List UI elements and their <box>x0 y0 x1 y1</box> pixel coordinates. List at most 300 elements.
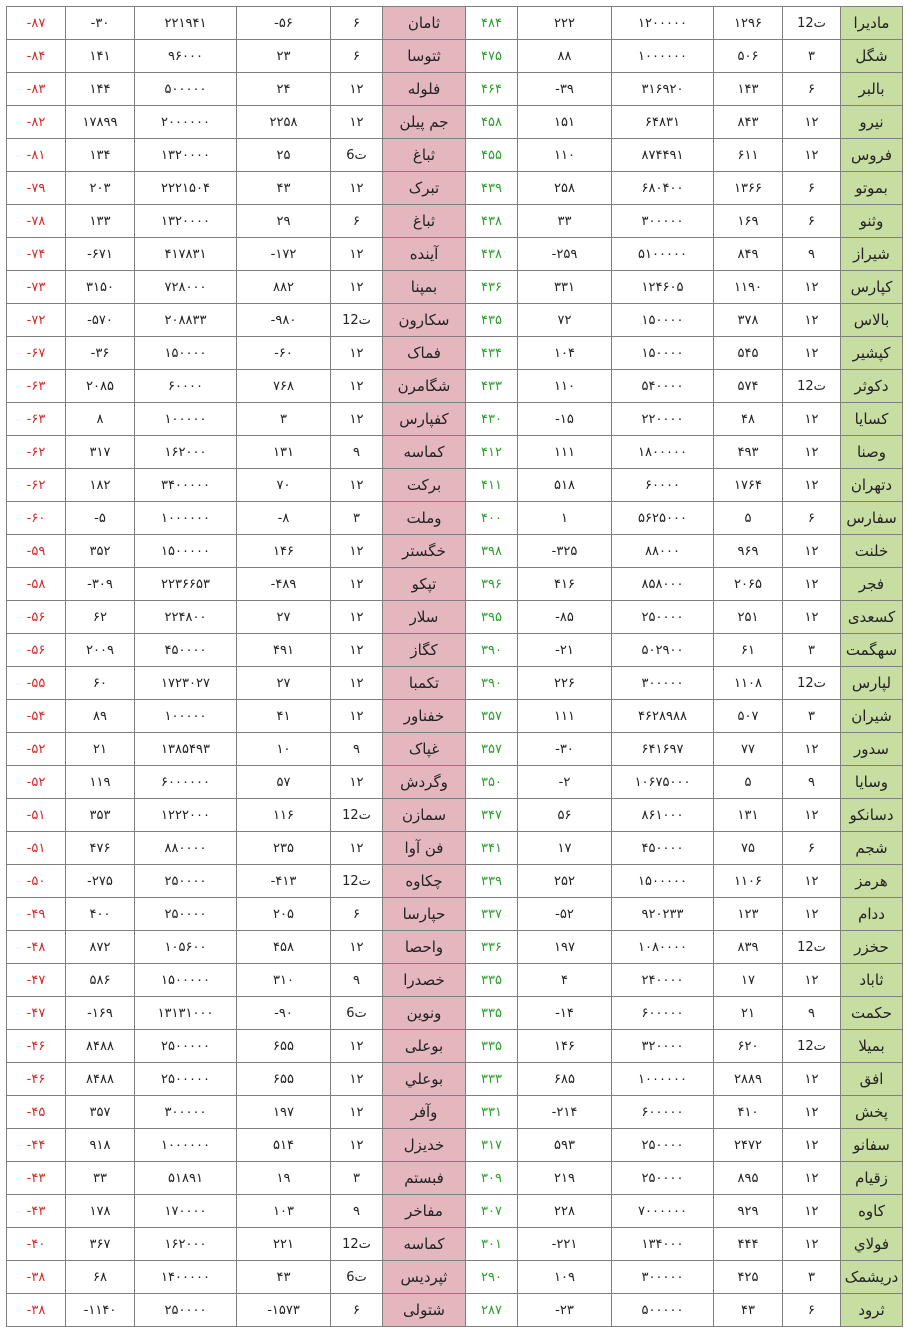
months-b-cell: ۳ <box>331 1162 383 1195</box>
name-b-cell: کفپارس <box>383 403 466 436</box>
name-a-cell: دسانکو <box>841 799 903 832</box>
name-a-cell: بمیلا <box>841 1030 903 1063</box>
months-b-cell: 6ت <box>331 997 383 1030</box>
months-a-cell: ۱۲ <box>783 964 841 997</box>
table-row <box>7 436 903 469</box>
table-row <box>7 865 903 898</box>
rank-cell: -۴۸ <box>7 931 66 964</box>
table-row <box>7 73 903 106</box>
amount-a-cell: ۲۰۶۵ <box>714 568 783 601</box>
rank-cell: -۴۶ <box>7 1063 66 1096</box>
table-row <box>7 667 903 700</box>
price-a-cell: ۱۵۰۰۰۰۰ <box>612 865 714 898</box>
score-cell: ۳۱۷ <box>466 1129 518 1162</box>
table-row <box>7 1228 903 1261</box>
score-cell: ۳۳۷ <box>466 898 518 931</box>
months-b-cell: ۱۲ <box>331 700 383 733</box>
score-cell: ۴۳۰ <box>466 403 518 436</box>
price-a-cell: ۸۷۴۴۹۱ <box>612 139 714 172</box>
rank-cell: -۵۸ <box>7 568 66 601</box>
name-a-cell: خلنت <box>841 535 903 568</box>
amount-a-cell: ۱۷۶۴ <box>714 469 783 502</box>
name-a-cell: شگل <box>841 40 903 73</box>
name-a-cell: بالبر <box>841 73 903 106</box>
change-b-cell: ۷۰ <box>237 469 331 502</box>
name-a-cell: سفانو <box>841 1129 903 1162</box>
months-a-cell: ۳ <box>783 700 841 733</box>
table-body <box>7 7 903 1327</box>
amount-b-cell: ۱۵۰۰۰۰۰ <box>135 535 237 568</box>
rank-cell: -۷۳ <box>7 271 66 304</box>
name-b-cell: شگامرن <box>383 370 466 403</box>
score-cell: ۴۰۰ <box>466 502 518 535</box>
name-b-cell: شتولی <box>383 1294 466 1327</box>
price-b-cell: ۳۵۳ <box>66 799 135 832</box>
rank-cell: -۳۸ <box>7 1294 66 1327</box>
table-row <box>7 502 903 535</box>
amount-b-cell: ۲۵۰۰۰۰ <box>135 898 237 931</box>
table-row <box>7 205 903 238</box>
change-b-cell: ۱۹۷ <box>237 1096 331 1129</box>
amount-a-cell: ۷۷ <box>714 733 783 766</box>
change-b-cell: ۴۳ <box>237 1261 331 1294</box>
amount-a-cell: ۵۰۷ <box>714 700 783 733</box>
amount-a-cell: ۹۲۹ <box>714 1195 783 1228</box>
months-a-cell: ۱۲ <box>783 106 841 139</box>
months-b-cell: ۹ <box>331 436 383 469</box>
amount-b-cell: ۸۸۰۰۰۰ <box>135 832 237 865</box>
name-b-cell: جم پیلن <box>383 106 466 139</box>
price-b-cell: -۱۶۹ <box>66 997 135 1030</box>
price-a-cell: ۵۰۲۹۰۰ <box>612 634 714 667</box>
score-cell: ۳۵۰ <box>466 766 518 799</box>
change-a-cell: ۱۷ <box>518 832 612 865</box>
rank-cell: -۷۴ <box>7 238 66 271</box>
price-a-cell: ۱۰۸۰۰۰۰ <box>612 931 714 964</box>
months-a-cell: ۱۲ <box>783 337 841 370</box>
price-a-cell: ۱۰۰۰۰۰۰ <box>612 40 714 73</box>
score-cell: ۴۳۳ <box>466 370 518 403</box>
change-a-cell: -۳۲۵ <box>518 535 612 568</box>
price-b-cell: ۱۷۸۹۹ <box>66 106 135 139</box>
amount-b-cell: ۱۰۰۰۰۰۰ <box>135 1129 237 1162</box>
amount-a-cell: ۱۳۱ <box>714 799 783 832</box>
change-a-cell: -۲۵۹ <box>518 238 612 271</box>
change-b-cell: ۶۵۵ <box>237 1030 331 1063</box>
name-a-cell: ددام <box>841 898 903 931</box>
change-b-cell: ۴۱ <box>237 700 331 733</box>
table-row <box>7 403 903 436</box>
table-row <box>7 634 903 667</box>
months-a-cell: ۱۲ <box>783 601 841 634</box>
name-a-cell: دکوثر <box>841 370 903 403</box>
name-a-cell: فروس <box>841 139 903 172</box>
change-b-cell: -۴۸۹ <box>237 568 331 601</box>
price-b-cell: ۳۱۷ <box>66 436 135 469</box>
change-a-cell: ۵۹۳ <box>518 1129 612 1162</box>
months-a-cell: ۶ <box>783 1294 841 1327</box>
score-cell: ۲۹۰ <box>466 1261 518 1294</box>
price-b-cell: ۱۸۲ <box>66 469 135 502</box>
score-cell: ۳۴۷ <box>466 799 518 832</box>
amount-a-cell: ۴۹۳ <box>714 436 783 469</box>
rank-cell: -۴۴ <box>7 1129 66 1162</box>
price-a-cell: ۲۵۰۰۰۰ <box>612 1129 714 1162</box>
change-b-cell: ۴۹۱ <box>237 634 331 667</box>
months-a-cell: ۳ <box>783 634 841 667</box>
name-a-cell: شیراز <box>841 238 903 271</box>
months-b-cell: 6ت <box>331 139 383 172</box>
months-a-cell: ۱۲ <box>783 1096 841 1129</box>
name-a-cell: کسعدی <box>841 601 903 634</box>
name-a-cell: سفارس <box>841 502 903 535</box>
score-cell: ۴۸۴ <box>466 7 518 40</box>
price-a-cell: ۶۴۸۳۱ <box>612 106 714 139</box>
months-a-cell: ۶ <box>783 502 841 535</box>
amount-a-cell: ۵ <box>714 766 783 799</box>
score-cell: ۳۳۹ <box>466 865 518 898</box>
score-cell: ۳۳۵ <box>466 1030 518 1063</box>
price-b-cell: ۴۰۰ <box>66 898 135 931</box>
change-a-cell: ۲۵۲ <box>518 865 612 898</box>
amount-b-cell: ۲۲۴۸۰۰ <box>135 601 237 634</box>
amount-a-cell: ۵۰۶ <box>714 40 783 73</box>
change-b-cell: ۶۵۵ <box>237 1063 331 1096</box>
price-b-cell: ۶۸ <box>66 1261 135 1294</box>
rank-cell: -۵۱ <box>7 832 66 865</box>
name-b-cell: فماک <box>383 337 466 370</box>
name-a-cell: شیران <box>841 700 903 733</box>
table-row <box>7 601 903 634</box>
months-b-cell: ۱۲ <box>331 370 383 403</box>
name-b-cell: سلار <box>383 601 466 634</box>
name-b-cell: وملت <box>383 502 466 535</box>
amount-a-cell: ۶۲۰ <box>714 1030 783 1063</box>
months-b-cell: 12ت <box>331 304 383 337</box>
months-a-cell: ۱۲ <box>783 799 841 832</box>
price-a-cell: ۱۰۰۰۰۰۰ <box>612 1063 714 1096</box>
score-cell: ۳۳۵ <box>466 964 518 997</box>
price-b-cell: ۳۶۷ <box>66 1228 135 1261</box>
rank-cell: -۳۸ <box>7 1261 66 1294</box>
months-a-cell: ۱۲ <box>783 271 841 304</box>
amount-b-cell: ۱۳۲۰۰۰۰ <box>135 205 237 238</box>
price-a-cell: ۳۰۰۰۰۰ <box>612 205 714 238</box>
name-b-cell: کگاز <box>383 634 466 667</box>
name-b-cell: ثباغ <box>383 139 466 172</box>
price-a-cell: ۶۸۰۴۰۰ <box>612 172 714 205</box>
score-cell: ۳۳۶ <box>466 931 518 964</box>
amount-b-cell: ۴۵۰۰۰۰ <box>135 634 237 667</box>
change-a-cell: ۶۸۵ <box>518 1063 612 1096</box>
amount-a-cell: ۸۴۳ <box>714 106 783 139</box>
price-a-cell: ۶۰۰۰۰۰ <box>612 1096 714 1129</box>
table-row <box>7 1162 903 1195</box>
price-a-cell: ۵۰۰۰۰۰ <box>612 1294 714 1327</box>
change-a-cell: ۷۲ <box>518 304 612 337</box>
amount-b-cell: ۲۲۱۹۴۱ <box>135 7 237 40</box>
amount-b-cell: ۶۰۰۰۰۰۰ <box>135 766 237 799</box>
change-b-cell: ۳ <box>237 403 331 436</box>
months-b-cell: ۱۲ <box>331 667 383 700</box>
price-b-cell: ۳۳ <box>66 1162 135 1195</box>
score-cell: ۳۰۹ <box>466 1162 518 1195</box>
score-cell: ۳۳۱ <box>466 1096 518 1129</box>
score-cell: ۴۳۹ <box>466 172 518 205</box>
amount-a-cell: ۲۵۱ <box>714 601 783 634</box>
table-row <box>7 106 903 139</box>
months-b-cell: ۱۲ <box>331 931 383 964</box>
change-b-cell: ۲۰۵ <box>237 898 331 931</box>
amount-b-cell: ۵۰۰۰۰۰ <box>135 73 237 106</box>
price-a-cell: ۱۲۰۰۰۰۰ <box>612 7 714 40</box>
name-b-cell: خدیزل <box>383 1129 466 1162</box>
change-b-cell: -۱۵۷۳ <box>237 1294 331 1327</box>
price-a-cell: ۴۶۲۸۹۸۸ <box>612 700 714 733</box>
name-a-cell: افق <box>841 1063 903 1096</box>
table-row <box>7 733 903 766</box>
months-b-cell: ۱۲ <box>331 1063 383 1096</box>
score-cell: ۴۷۵ <box>466 40 518 73</box>
change-a-cell: -۲۱ <box>518 634 612 667</box>
months-b-cell: ۳ <box>331 502 383 535</box>
amount-b-cell: ۱۰۰۰۰۰ <box>135 700 237 733</box>
rank-cell: -۶۳ <box>7 403 66 436</box>
name-a-cell: حکمت <box>841 997 903 1030</box>
months-b-cell: ۱۲ <box>331 832 383 865</box>
table-row <box>7 271 903 304</box>
amount-b-cell: ۱۲۲۲۰۰۰ <box>135 799 237 832</box>
name-b-cell: خگستر <box>383 535 466 568</box>
name-a-cell: کسایا <box>841 403 903 436</box>
price-a-cell: ۲۲۰۰۰۰ <box>612 403 714 436</box>
price-b-cell: ۶۰ <box>66 667 135 700</box>
change-b-cell: ۲۵ <box>237 139 331 172</box>
months-b-cell: ۱۲ <box>331 73 383 106</box>
rank-cell: -۴۵ <box>7 1096 66 1129</box>
change-a-cell: ۱۹۷ <box>518 931 612 964</box>
name-b-cell: کماسه <box>383 1228 466 1261</box>
change-a-cell: ۴ <box>518 964 612 997</box>
price-b-cell: -۱۱۴۰ <box>66 1294 135 1327</box>
change-a-cell: ۳۳ <box>518 205 612 238</box>
price-a-cell: ۸۵۸۰۰۰ <box>612 568 714 601</box>
months-b-cell: ۱۲ <box>331 238 383 271</box>
name-b-cell: تپکو <box>383 568 466 601</box>
change-b-cell: -۱۷۲ <box>237 238 331 271</box>
table-row <box>7 40 903 73</box>
months-b-cell: ۹ <box>331 964 383 997</box>
rank-cell: -۶۲ <box>7 436 66 469</box>
amount-b-cell: ۶۰۰۰۰ <box>135 370 237 403</box>
name-a-cell: سدور <box>841 733 903 766</box>
amount-b-cell: ۱۶۲۰۰۰ <box>135 1228 237 1261</box>
amount-a-cell: ۴۸ <box>714 403 783 436</box>
amount-b-cell: ۱۷۲۳۰۲۷ <box>135 667 237 700</box>
name-a-cell: ثرود <box>841 1294 903 1327</box>
price-b-cell: ۵۸۶ <box>66 964 135 997</box>
table-row <box>7 832 903 865</box>
name-b-cell: مفاخر <box>383 1195 466 1228</box>
change-b-cell: ۲۷ <box>237 667 331 700</box>
change-a-cell: -۲۱۴ <box>518 1096 612 1129</box>
amount-a-cell: ۸۹۵ <box>714 1162 783 1195</box>
months-a-cell: ۱۲ <box>783 403 841 436</box>
amount-b-cell: ۱۰۰۰۰۰۰ <box>135 502 237 535</box>
price-b-cell: ۹۱۸ <box>66 1129 135 1162</box>
rank-cell: -۵۴ <box>7 700 66 733</box>
change-a-cell: ۴۱۶ <box>518 568 612 601</box>
change-a-cell: -۳۰ <box>518 733 612 766</box>
months-b-cell: ۱۲ <box>331 403 383 436</box>
amount-b-cell: ۱۰۵۶۰۰ <box>135 931 237 964</box>
score-cell: ۳۹۵ <box>466 601 518 634</box>
amount-a-cell: ۱۱۰۸ <box>714 667 783 700</box>
table-row <box>7 535 903 568</box>
change-b-cell: ۲۹ <box>237 205 331 238</box>
name-a-cell: دتهران <box>841 469 903 502</box>
name-a-cell: پخش <box>841 1096 903 1129</box>
rank-cell: -۴۰ <box>7 1228 66 1261</box>
name-a-cell: وسایا <box>841 766 903 799</box>
amount-b-cell: ۱۳۱۳۱۰۰۰ <box>135 997 237 1030</box>
months-a-cell: ۱۲ <box>783 139 841 172</box>
amount-a-cell: ۱۴۳ <box>714 73 783 106</box>
name-b-cell: تبرک <box>383 172 466 205</box>
change-b-cell: ۲۷ <box>237 601 331 634</box>
price-a-cell: ۱۰۶۷۵۰۰۰ <box>612 766 714 799</box>
months-b-cell: ۱۲ <box>331 1129 383 1162</box>
name-a-cell: زقیام <box>841 1162 903 1195</box>
months-a-cell: ۱۲ <box>783 898 841 931</box>
price-a-cell: ۳۰۰۰۰۰ <box>612 667 714 700</box>
months-a-cell: ۶ <box>783 172 841 205</box>
price-a-cell: ۶۴۱۶۹۷ <box>612 733 714 766</box>
price-b-cell: ۴۷۶ <box>66 832 135 865</box>
change-a-cell: ۵۱۸ <box>518 469 612 502</box>
change-b-cell: ۳۱۰ <box>237 964 331 997</box>
change-b-cell: -۶۰ <box>237 337 331 370</box>
amount-a-cell: ۹۶۹ <box>714 535 783 568</box>
months-b-cell: ۹ <box>331 1195 383 1228</box>
amount-a-cell: ۳۷۸ <box>714 304 783 337</box>
amount-b-cell: ۲۵۰۰۰۰۰ <box>135 1063 237 1096</box>
table-row <box>7 1030 903 1063</box>
months-b-cell: ۱۲ <box>331 766 383 799</box>
score-cell: ۳۹۰ <box>466 634 518 667</box>
change-b-cell: -۹۸۰ <box>237 304 331 337</box>
months-b-cell: ۱۲ <box>331 535 383 568</box>
months-a-cell: 12ت <box>783 1030 841 1063</box>
name-a-cell: شجم <box>841 832 903 865</box>
change-b-cell: -۴۱۳ <box>237 865 331 898</box>
amount-b-cell: ۱۳۸۵۴۹۳ <box>135 733 237 766</box>
name-b-cell: تکمبا <box>383 667 466 700</box>
amount-b-cell: ۳۴۰۰۰۰۰ <box>135 469 237 502</box>
months-a-cell: ۱۲ <box>783 436 841 469</box>
price-b-cell: ۱۷۸ <box>66 1195 135 1228</box>
change-a-cell: -۵۲ <box>518 898 612 931</box>
table-row <box>7 304 903 337</box>
months-a-cell: ۹ <box>783 997 841 1030</box>
amount-b-cell: ۴۱۷۸۳۱ <box>135 238 237 271</box>
table-row <box>7 799 903 832</box>
name-b-cell: بمپنا <box>383 271 466 304</box>
rank-cell: -۸۴ <box>7 40 66 73</box>
name-b-cell: بوعلي <box>383 1063 466 1096</box>
amount-a-cell: ۶۱ <box>714 634 783 667</box>
rank-cell: -۵۶ <box>7 634 66 667</box>
amount-b-cell: ۲۲۲۱۵۰۴ <box>135 172 237 205</box>
name-b-cell: وآفر <box>383 1096 466 1129</box>
change-a-cell: ۲۲۶ <box>518 667 612 700</box>
amount-b-cell: ۷۲۸۰۰۰ <box>135 271 237 304</box>
name-a-cell: سهگمت <box>841 634 903 667</box>
score-cell: ۴۱۲ <box>466 436 518 469</box>
name-a-cell: ثاباد <box>841 964 903 997</box>
amount-a-cell: ۵۷۴ <box>714 370 783 403</box>
name-a-cell: لپارس <box>841 667 903 700</box>
score-cell: ۳۴۱ <box>466 832 518 865</box>
price-a-cell: ۳۰۰۰۰۰ <box>612 1261 714 1294</box>
score-cell: ۳۰۱ <box>466 1228 518 1261</box>
change-a-cell: ۲۱۹ <box>518 1162 612 1195</box>
rank-cell: -۵۱ <box>7 799 66 832</box>
amount-a-cell: ۴۲۵ <box>714 1261 783 1294</box>
price-b-cell: ۲۰۰۹ <box>66 634 135 667</box>
name-b-cell: سکارون <box>383 304 466 337</box>
change-a-cell: -۲ <box>518 766 612 799</box>
name-b-cell: ونوین <box>383 997 466 1030</box>
name-b-cell: ثتوسا <box>383 40 466 73</box>
months-a-cell: ۶ <box>783 73 841 106</box>
name-b-cell: فلوله <box>383 73 466 106</box>
price-a-cell: ۶۰۰۰۰۰ <box>612 997 714 1030</box>
change-b-cell: ۱۳۱ <box>237 436 331 469</box>
rank-cell: -۴۳ <box>7 1162 66 1195</box>
months-a-cell: ۶ <box>783 832 841 865</box>
name-b-cell: وگردش <box>383 766 466 799</box>
score-cell: ۴۳۶ <box>466 271 518 304</box>
name-a-cell: هرمز <box>841 865 903 898</box>
price-a-cell: ۳۱۶۹۲۰ <box>612 73 714 106</box>
table-row <box>7 1063 903 1096</box>
change-a-cell: ۲۲۲ <box>518 7 612 40</box>
months-b-cell: 12ت <box>331 1228 383 1261</box>
change-b-cell: ۲۳ <box>237 40 331 73</box>
table-row <box>7 1294 903 1327</box>
amount-a-cell: ۸۳۹ <box>714 931 783 964</box>
amount-a-cell: ۴۳ <box>714 1294 783 1327</box>
change-a-cell: -۱۴ <box>518 997 612 1030</box>
amount-a-cell: ۷۵ <box>714 832 783 865</box>
months-b-cell: ۹ <box>331 733 383 766</box>
score-cell: ۴۵۸ <box>466 106 518 139</box>
amount-a-cell: ۴۱۰ <box>714 1096 783 1129</box>
price-b-cell: -۵۷۰ <box>66 304 135 337</box>
name-b-cell: آینده <box>383 238 466 271</box>
months-b-cell: ۱۲ <box>331 172 383 205</box>
table-row <box>7 700 903 733</box>
name-b-cell: حپارسا <box>383 898 466 931</box>
score-cell: ۳۵۷ <box>466 733 518 766</box>
name-b-cell: فن آوا <box>383 832 466 865</box>
amount-b-cell: ۱۵۰۰۰۰ <box>135 337 237 370</box>
table-row <box>7 1129 903 1162</box>
amount-b-cell: ۲۵۰۰۰۰ <box>135 1294 237 1327</box>
price-b-cell: ۳۵۲ <box>66 535 135 568</box>
table-row <box>7 469 903 502</box>
